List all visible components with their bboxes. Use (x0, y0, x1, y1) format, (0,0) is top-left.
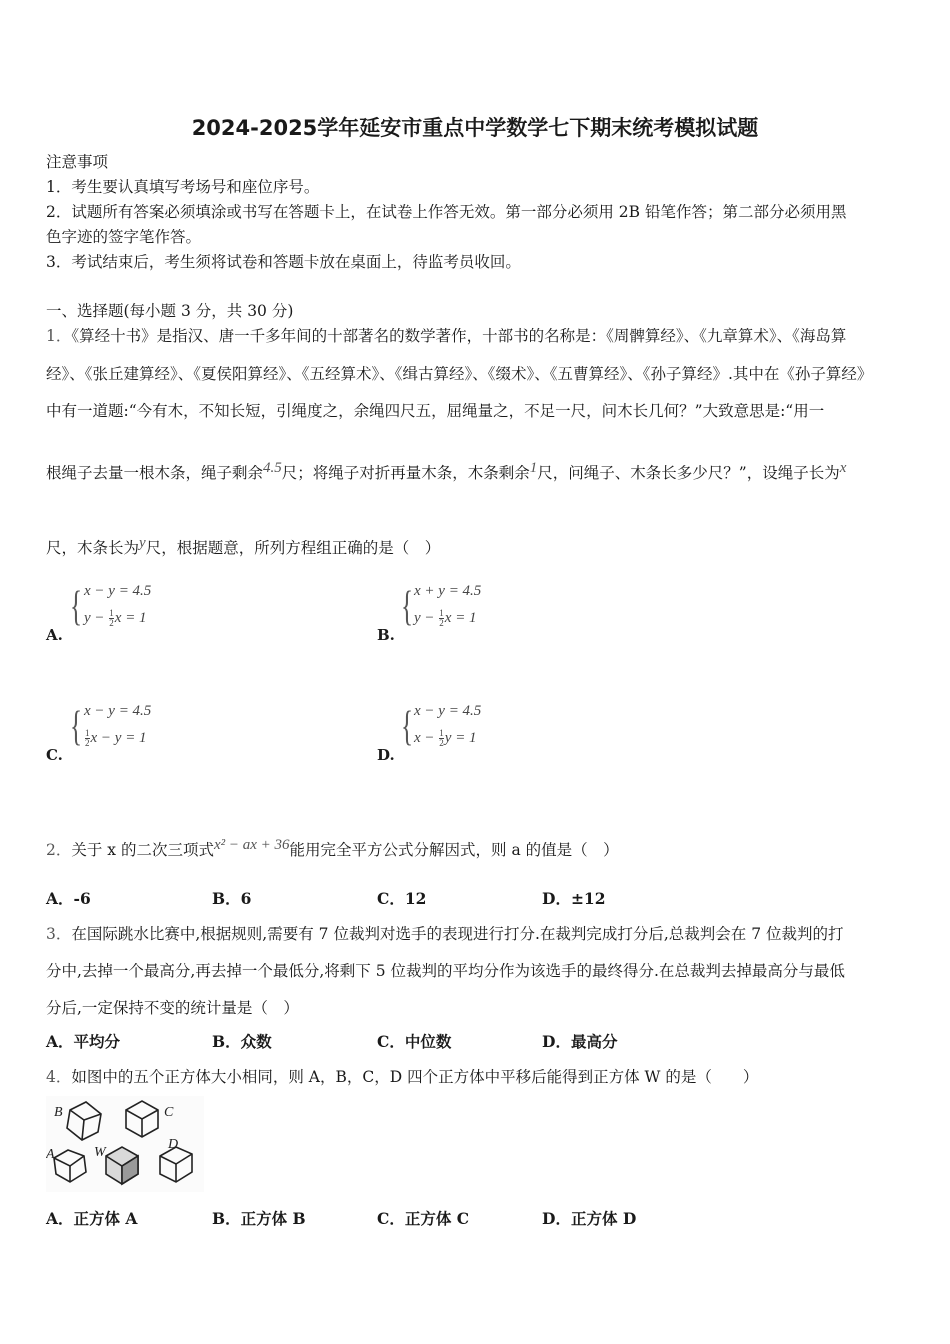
question-number: 4． (46, 1068, 72, 1086)
value-4-5: 4.5 (263, 460, 282, 476)
equation-2: y − $\frac{1}{2}$ x = 1 (414, 608, 477, 628)
fig-label-d: D (168, 1137, 179, 1152)
option-a[interactable]: A．平均分 (46, 1032, 121, 1051)
option-b[interactable]: B．6 (212, 889, 252, 908)
brace-icon: { (401, 704, 414, 750)
equation-1: x + y = 4.5 (414, 583, 482, 599)
option-d[interactable]: D．正方体 D (542, 1209, 637, 1228)
question-3-line: 分后,一定保持不变的统计量是（ ） (46, 999, 299, 1017)
cubes-figure (46, 1096, 204, 1192)
question-number: 1． (46, 327, 72, 345)
question-1-line (46, 460, 847, 484)
question-text: 在国际跳水比赛中,根据规则,需要有 7 位裁判对选手的表现进行打分.在裁判完成打分后,总裁判会在 7 位裁判的打 (71, 925, 844, 943)
question-text: 如图中的五个正方体大小相同，则 A，B，C，D 四个正方体中平移后能得到正方体 W 的是（ ） (71, 1068, 759, 1086)
question-3-line: 分中,去掉一个最高分,再去掉一个最低分,将剩下 5 位裁判的平均分作为该选手的最终得分.在总裁判去掉最高分与最低 (46, 962, 845, 980)
math-expression: x² − ax + 36 (213, 837, 290, 853)
notice-item: 3．考试结束后，考生须将试卷和答题卡放在桌面上，待监考员收回。 (46, 253, 521, 271)
option-b[interactable]: B．正方体 B (212, 1209, 306, 1228)
notice-item: 色字迹的签字笔作答。 (46, 228, 202, 246)
question-text: 尺，问绳子、木条长多少尺？”，设绳子长为 (537, 464, 840, 482)
equation-1: x − y = 4.5 (84, 583, 152, 599)
section-heading: 一、选择题(每小题 3 分，共 30 分) (46, 302, 294, 320)
question-1-line (46, 535, 441, 559)
brace-icon: { (401, 584, 414, 630)
question-text: 尺；将绳子对折再量木条，木条剩余 (281, 464, 530, 482)
variable-x: x (839, 460, 847, 476)
question-1-line: 中有一道题:“今有木，不知长短，引绳度之，余绳四尺五，屈绳量之，不足一尺，问木长几何？”大致意思是:“用一 (46, 402, 825, 420)
option-d-label[interactable]: D. (377, 746, 395, 764)
question-text: 《算经十书》是指汉、唐一千多年间的十部著名的数学著作，十部书的名称是：《周髀算经》、《九章算术》、《海岛算 (71, 327, 847, 345)
variable-y: y (139, 535, 146, 551)
fig-label-w: W (94, 1145, 106, 1160)
equation-2: $\frac{1}{2}$ x − y = 1 (85, 728, 147, 748)
option-a[interactable]: A．-6 (46, 889, 91, 908)
option-d[interactable]: D．最高分 (542, 1032, 618, 1051)
option-a[interactable]: A．正方体 A (46, 1209, 138, 1228)
option-c[interactable]: C．12 (377, 889, 427, 908)
option-b[interactable]: B．众数 (212, 1032, 272, 1051)
option-c[interactable]: C．正方体 C (377, 1209, 470, 1228)
brace-icon: { (70, 704, 83, 750)
option-b-label[interactable]: B. (377, 626, 395, 644)
option-c[interactable]: C．中位数 (377, 1032, 452, 1051)
equation-2: x − $\frac{1}{2}$ y = 1 (414, 728, 477, 748)
value-1: 1 (529, 460, 538, 476)
notice-item: 2．试题所有答案必须填涂或书写在答题卡上，在试卷上作答无效。第一部分必须用 2B 铅笔作答；第二部分必须用黑 (46, 203, 847, 221)
fig-label-a: A (46, 1147, 55, 1162)
option-d[interactable]: D．±12 (542, 889, 606, 908)
fig-label-b: B (54, 1105, 63, 1120)
equation-1: x − y = 4.5 (414, 703, 482, 719)
option-c-label[interactable]: C. (46, 746, 63, 764)
equation-2: y − $\frac{1}{2}$ x = 1 (84, 608, 147, 628)
question-3-line (46, 924, 844, 944)
question-1-line: 经》、《张丘建算经》、《夏侯阳算经》、《五经算术》、《缉古算经》、《缀术》、《五曹算经》、《孙子算经》.其中在《孙子算经》 (46, 365, 873, 383)
question-number: 3． (46, 925, 72, 943)
question-text: 尺，木条长为 (46, 539, 140, 557)
question-text: 关于 x 的二次三项式 (71, 841, 214, 859)
notice-heading: 注意事项 (46, 153, 109, 171)
question-number: 2． (46, 841, 72, 859)
question-4-line (46, 1067, 758, 1087)
equation-1: x − y = 4.5 (84, 703, 152, 719)
option-a-label[interactable]: A. (46, 626, 63, 644)
notice-item: 1．考生要认真填写考场号和座位序号。 (46, 178, 320, 196)
question-text: 尺，根据题意，所列方程组正确的是（ ） (145, 539, 441, 557)
question-2-line (46, 837, 619, 861)
question-text: 能用完全平方公式分解因式，则 a 的值是（ ） (289, 841, 619, 859)
page-title: 2024-2025学年延安市重点中学数学七下期末统考模拟试题 (191, 116, 759, 140)
question-text: 根绳子去量一根木条，绳子剩余 (46, 464, 264, 482)
fig-label-c: C (164, 1105, 174, 1120)
brace-icon: { (70, 584, 83, 630)
question-1-line (46, 326, 846, 346)
